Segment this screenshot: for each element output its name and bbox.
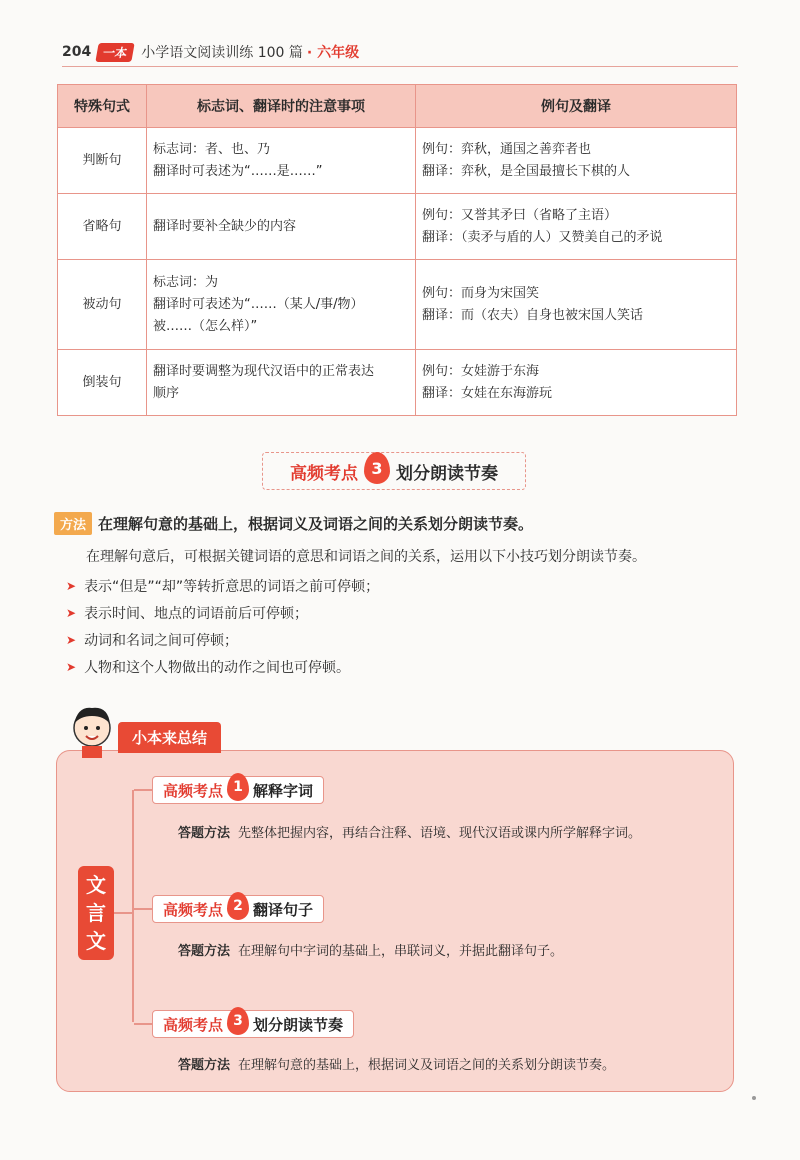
page-header xyxy=(62,42,359,62)
connector-line xyxy=(134,908,152,910)
answer-method xyxy=(178,1054,615,1073)
section-title xyxy=(262,452,526,490)
example-line: 例句：又誉其矛曰（省略了主语） xyxy=(422,207,618,223)
column-header: 特殊句式 xyxy=(58,85,147,128)
key-point-prefix: 高频考点 xyxy=(163,1015,224,1034)
answer-label: 答题方法 xyxy=(178,944,231,959)
key-point-title: 解释字词 xyxy=(253,781,314,800)
page-number: 204 xyxy=(62,44,92,60)
sentence-type-table xyxy=(57,84,737,416)
tips-list xyxy=(66,572,379,680)
note-line: 翻译时可表述为“……（某人/事/物） xyxy=(153,296,364,312)
answer-label: 答题方法 xyxy=(178,1058,231,1073)
page-mark xyxy=(752,1096,756,1100)
key-point-prefix: 高频考点 xyxy=(290,463,358,484)
column-header: 例句及翻译 xyxy=(416,85,737,128)
table-header-row xyxy=(58,85,737,128)
example-line: 例句：女娃游于东海 xyxy=(422,363,540,379)
flame-number-icon: 3 xyxy=(227,1007,249,1035)
answer-text: 先整体把握内容，再结合注释、语境、现代汉语或课内所学解释字词。 xyxy=(238,826,642,841)
answer-text: 在理解句中字词的基础上，串联词义，并据此翻译句子。 xyxy=(238,944,564,959)
book-title: 小学语文阅读训练 100 篇 xyxy=(141,45,303,61)
example-cell xyxy=(416,260,737,350)
example-line: 例句：而身为宋国笑 xyxy=(422,285,540,301)
note-line: 翻译时要调整为现代汉语中的正常表达 xyxy=(153,363,375,379)
example-cell xyxy=(416,128,737,194)
answer-method xyxy=(178,940,563,959)
connector-line xyxy=(134,1023,152,1025)
bullet-icon: ➤ xyxy=(66,578,77,593)
notes-cell xyxy=(147,128,416,194)
note-line: 翻译时要补全缺少的内容 xyxy=(153,218,297,234)
flame-number-icon: 1 xyxy=(227,773,249,801)
method-line xyxy=(54,512,533,535)
category-char: 文 xyxy=(86,873,106,897)
sentence-type: 被动句 xyxy=(58,260,147,350)
key-point-1 xyxy=(134,776,324,804)
cartoon-boy-icon xyxy=(64,702,120,758)
sentence-type: 判断句 xyxy=(58,128,147,194)
method-intro: 在理解句意后，可根据关键词语的意思和词语之间的关系，运用以下小技巧划分朗读节奏。 xyxy=(86,549,646,565)
list-item xyxy=(66,653,379,680)
section-title-text: 划分朗读节奏 xyxy=(396,463,498,484)
tip-text: 人物和这个人物做出的动作之间也可停顿。 xyxy=(84,659,351,676)
bracket-connector xyxy=(114,912,132,914)
notes-cell xyxy=(147,194,416,260)
answer-label: 答题方法 xyxy=(178,826,231,841)
answer-method xyxy=(178,822,641,841)
translation-line: 翻译：弈秋，是全国最擅长下棋的人 xyxy=(422,163,631,179)
bullet-icon: ➤ xyxy=(66,632,77,647)
list-item xyxy=(66,572,379,599)
translation-line: 翻译：（卖矛与盾的人）又赞美自己的矛说 xyxy=(422,229,663,245)
category-label xyxy=(78,866,114,960)
bullet-icon: ➤ xyxy=(66,659,77,674)
tip-text: 表示时间、地点的词语前后可停顿； xyxy=(84,605,309,622)
table-row xyxy=(58,194,737,260)
brand-logo: 一本 xyxy=(96,43,135,62)
category-char: 言 xyxy=(86,901,106,925)
table-row xyxy=(58,260,737,350)
note-line: 标志词：为 xyxy=(153,274,219,290)
note-line: 被……（怎么样）” xyxy=(153,318,258,334)
method-tag: 方法 xyxy=(54,512,92,535)
category-char: 文 xyxy=(86,929,106,953)
example-cell xyxy=(416,350,737,416)
key-point-label xyxy=(152,895,324,923)
grade-label: · 六年级 xyxy=(306,45,360,61)
tip-text: 表示“但是”“却”等转折意思的词语之前可停顿； xyxy=(84,578,380,595)
method-text: 在理解句意的基础上，根据词义及词语之间的关系划分朗读节奏。 xyxy=(98,515,534,533)
key-point-2 xyxy=(134,895,324,923)
key-point-prefix: 高频考点 xyxy=(163,781,224,800)
column-header: 标志词、翻译时的注意事项 xyxy=(147,85,416,128)
translation-line: 翻译：而（农夫）自身也被宋国人笑话 xyxy=(422,307,644,323)
table-row xyxy=(58,350,737,416)
note-line: 标志词：者、也、乃 xyxy=(153,141,271,157)
tip-text: 动词和名词之间可停顿； xyxy=(84,632,239,649)
table-row xyxy=(58,128,737,194)
sentence-type: 省略句 xyxy=(58,194,147,260)
notes-cell xyxy=(147,350,416,416)
answer-text: 在理解句意的基础上，根据词义及词语之间的关系划分朗读节奏。 xyxy=(238,1058,616,1073)
bullet-icon: ➤ xyxy=(66,605,77,620)
flame-number-icon: 3 xyxy=(364,452,390,484)
key-point-label xyxy=(152,1010,354,1038)
notes-cell xyxy=(147,260,416,350)
summary-tab: 小本来总结 xyxy=(118,722,221,753)
key-point-title: 划分朗读节奏 xyxy=(253,1015,344,1034)
list-item xyxy=(66,599,379,626)
note-line: 顺序 xyxy=(153,385,180,401)
header-divider xyxy=(62,66,738,67)
flame-number-icon: 2 xyxy=(227,892,249,920)
translation-line: 翻译：女娃在东海游玩 xyxy=(422,385,553,401)
example-line: 例句：弈秋，通国之善弈者也 xyxy=(422,141,592,157)
list-item xyxy=(66,626,379,653)
key-point-label xyxy=(152,776,324,804)
key-point-3 xyxy=(134,1010,354,1038)
key-point-prefix: 高频考点 xyxy=(163,900,224,919)
note-line: 翻译时可表述为“……是……” xyxy=(153,163,323,179)
key-point-title: 翻译句子 xyxy=(253,900,314,919)
connector-line xyxy=(134,789,152,791)
sentence-type: 倒装句 xyxy=(58,350,147,416)
example-cell xyxy=(416,194,737,260)
